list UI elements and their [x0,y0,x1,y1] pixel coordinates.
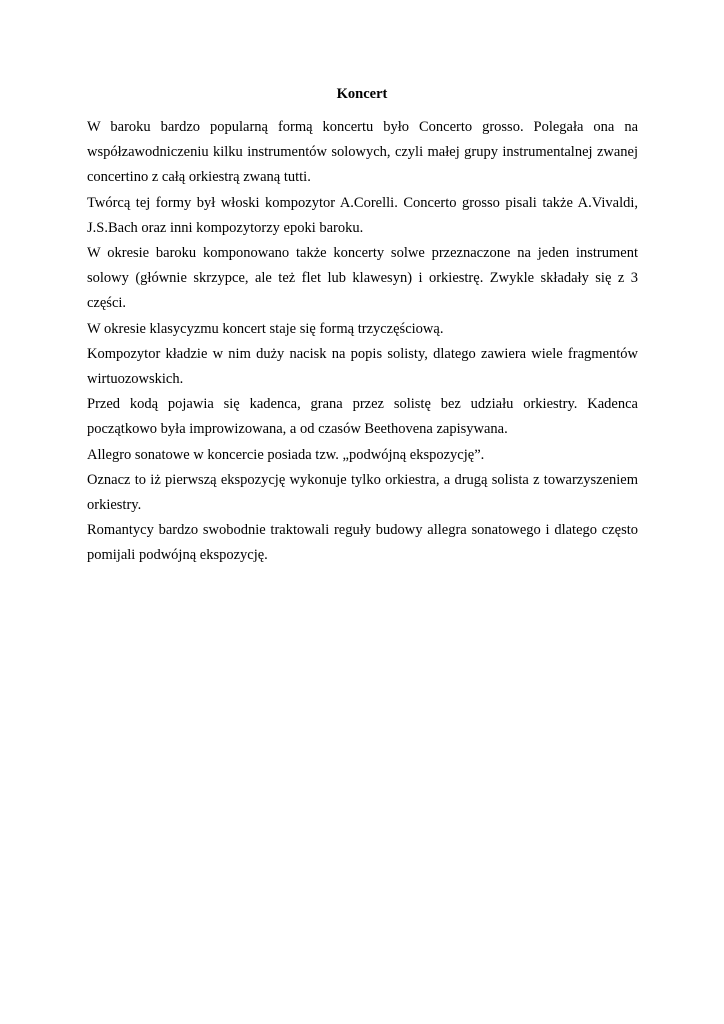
paragraph-classicism: W okresie klasycyzmu koncert staje się formą trzyczęściową. [87,320,444,337]
paragraph-bach: J.S.Bach oraz inni kompozytorzy epoki baroku. [87,219,364,236]
paragraph-corelli: Twórcą tej formy był włoski kompozytor A.Corelli. Concerto grosso pisali także A.Vivaldi, [87,194,638,211]
paragraph-baroque-concerto-grosso: W baroku bardzo popularną formą koncertu było Concerto grosso. Polegała ona na współzawodniczeniu kilku instrumentów solowych, czyli małej grupy instrumentalnej zwanej concertino z całą orkiestrą zwaną tutti. [87,119,638,186]
paragraph-double-exposition: Allegro sonatowe w koncercie posiada tzw. „podwójną ekspozycję”. [87,446,485,463]
paragraph-solo-concertos: W okresie baroku komponowano także koncerty solwe przeznaczone na jeden instrument solowy (głównie skrzypce, ale też flet lub klawesyn) i orkiestrę. Zwykle składały się z 3 części. [87,245,638,312]
paragraph-romantics: Romantycy bardzo swobodnie traktowali reguły budowy allegra sonatowego i dlatego często pomijali podwójną ekspozycję. [87,522,638,564]
paragraph-soloist-virtuosity: Kompozytor kładzie w nim duży nacisk na popis solisty, dlatego zawiera wiele fragmentów wirtuozowskich. [87,345,638,388]
paragraph-exposition-explained: Oznacz to iż pierwszą ekspozycję wykonuje tylko orkiestra, a drugą solista z towarzyszeniem orkiestry. [87,471,638,514]
paragraph-cadenza: Przed kodą pojawia się kadenca, grana przez solistę bez udziału orkiestry. Kadenca początkowo była improwizowana, a od czasów Beethovena zapisywana. [87,396,638,438]
document-body [87,115,638,569]
document-title: Koncert [336,86,388,102]
